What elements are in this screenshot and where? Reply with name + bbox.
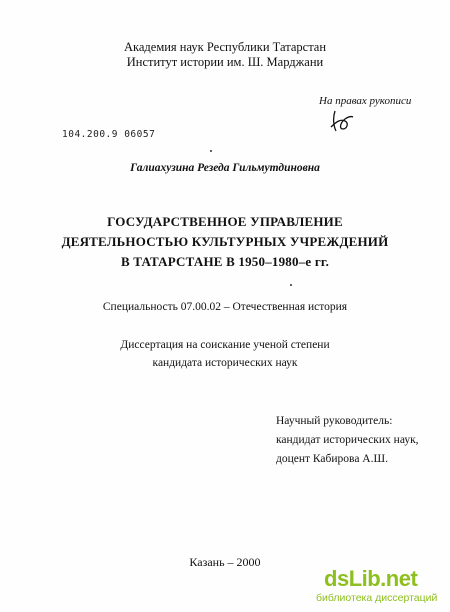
title-line-3: В ТАТАРСТАНЕ В 1950–1980–е гг. [120,254,330,269]
city-year: Казань – 2000 [189,555,261,569]
archive-number: 104.200.9 06057 [62,129,156,140]
manuscript-rights-note: На правах рукописи [319,95,412,107]
speck-dot [290,284,292,286]
watermark-subtitle: библиотека диссертаций [316,592,438,604]
watermark-logo-left: ds [324,566,349,591]
institution-header [0,40,450,70]
watermark-logo [324,566,417,592]
author-name: Галиахузина Резеда Гильмутдиновна [130,162,320,174]
scientific-advisor [276,412,419,469]
dissertation-title [0,212,450,272]
degree-line-1: Диссертация на соискание ученой степени [120,339,330,351]
watermark-logo-right: Lib.net [348,566,418,591]
specialty-line: Специальность 07.00.02 – Отечественная история [102,301,348,313]
speck-dot [210,150,212,152]
degree-line-2: кандидата исторических наук [152,357,298,369]
title-line-2: ДЕЯТЕЛЬНОСТЬЮ КУЛЬТУРНЫХ УЧРЕЖДЕНИЙ [61,234,389,249]
degree-statement [0,336,450,372]
advisor-degree: кандидат исторических наук, [276,434,419,446]
title-line-1: ГОСУДАРСТВЕННОЕ УПРАВЛЕНИЕ [107,214,343,229]
dslib-watermark[interactable] [316,566,446,610]
institute-name: Институт истории им. Ш. Марджани [126,55,324,69]
academy-name: Академия наук Республики Татарстан [123,40,327,54]
advisor-name: доцент Кабирова А.Ш. [276,453,388,465]
signature-icon [327,107,355,135]
advisor-label: Научный руководитель: [276,415,393,427]
